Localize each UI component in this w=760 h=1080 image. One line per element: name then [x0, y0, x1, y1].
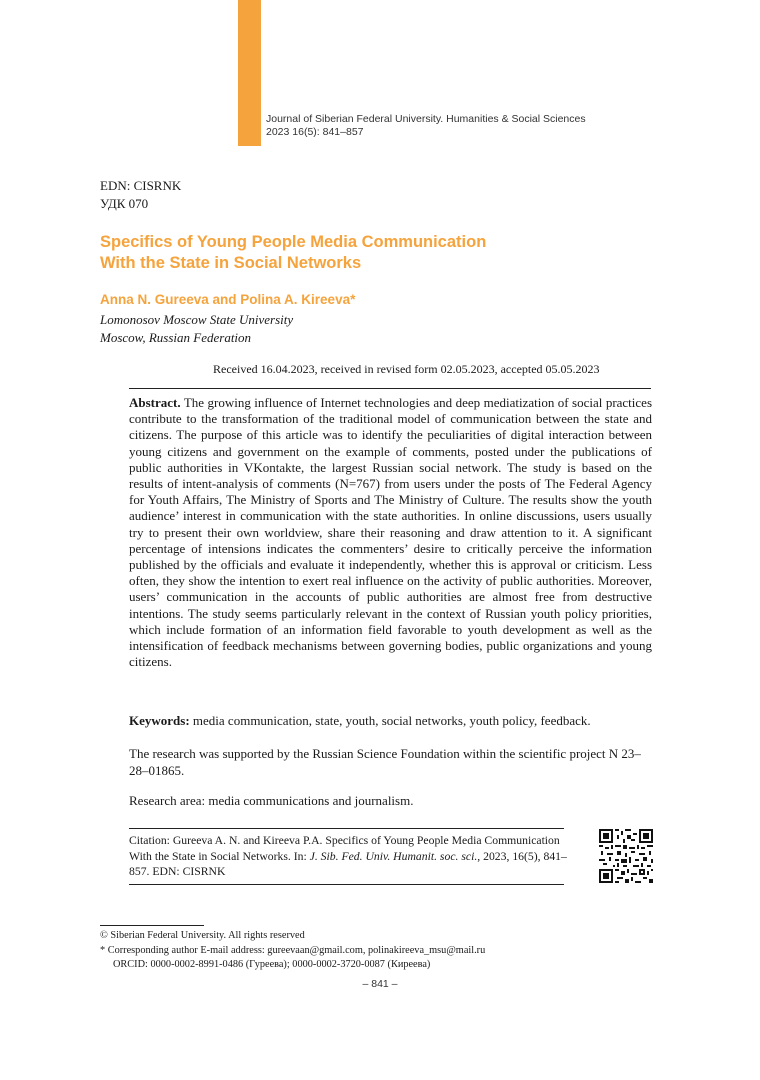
citation-bottom-rule: [129, 884, 564, 885]
page-number: – 841 –: [362, 978, 398, 990]
abstract-text: The growing influence of Internet technologies and deep mediatization of social practices contribute to the transformation of the traditional model of communication between the state and citizens. The purpose of this article was to identify the peculiarities of digital interaction between young citizens and government on the example of comments, posted under the publications of public authorities in VKontakte, the largest Russian social network. The study is based on the results of intent-analysis of comments (N=767) from users under the posts of The Federal Agency for Youth Affairs, The Ministry of Sports and The Ministry of Culture. The results show the youth audience’ interest in communication with the state authorities. In online discussions, users usually try to present their own worldview, share their reasoning and draw attention to it. A significant percentage of intensions indicates the commenters’ desire to critically perceive the information published by the officials and evaluate it independently, whether this is approval or criticism. Less often, they show the intention to exert real influence on the activity of public authorities. Moreover, users’ communication in the accounts of public authorities are almost free from destructive intentions. The study seems particularly relevant in the context of Russian youth policy priorities, which include formation of an information field favorable to youth development as well as the intensification of feedback mechanisms between governing bodies, public organizations and young citizens.: [129, 395, 653, 670]
citation-journal: J. Sib. Fed. Univ. Humanit. soc. sci.: [309, 849, 478, 863]
abstract-top-rule: [129, 388, 651, 389]
received-dates: Received 16.04.2023, received in revised form 02.05.2023, accepted 05.05.2023: [213, 362, 600, 376]
journal-header: [266, 113, 586, 139]
journal-name: Journal of Siberian Federal University. Humanities & Social Sciences: [266, 113, 586, 125]
title-line-1: Specifics of Young People Media Communication: [100, 233, 487, 251]
corresponding-author-note: * Corresponding author E-mail address: gureevaan@gmail.com, polinakireeva_msu@mail.ru: [100, 944, 486, 956]
citation-part-2: , 2023, 16(5), 841–857. EDN: CISRNK: [129, 849, 567, 878]
article-authors: Anna N. Gureeva and Polina A. Kireeva*: [100, 292, 356, 307]
abstract: [129, 395, 652, 670]
footnote-rule: [100, 925, 204, 926]
qr-code-icon: [599, 829, 653, 883]
affiliation-line-1: Lomonosov Moscow State University: [100, 312, 294, 327]
funding-note: The research was supported by the Russian Science Foundation within the scientific project N 23–28–01865.: [129, 746, 641, 778]
orcid-note: ORCID: 0000-0002-8991-0486 (Гуреева); 0000-0002-3720-0087 (Киреева): [113, 959, 431, 970]
keywords: [129, 713, 652, 729]
citation-part-1: Citation: Gureeva A. N. and Kireeva P.A. Specifics of Young People Media Communication With the State in Social Networks. In:: [129, 834, 560, 863]
article-title: [100, 232, 660, 274]
abstract-label: Abstract.: [129, 395, 181, 410]
udc-id: УДК 070: [100, 196, 149, 211]
keywords-text: media communication, state, youth, social networks, youth policy, feedback.: [192, 713, 591, 728]
copyright-note: © Siberian Federal University. All rights reserved: [100, 930, 305, 941]
affiliation-line-2: Moscow, Russian Federation: [100, 330, 252, 345]
footnotes: [100, 929, 485, 973]
keywords-label: Keywords:: [129, 713, 190, 728]
journal-issue: 2023 16(5): 841–857: [266, 126, 364, 138]
journal-accent-bar: [238, 0, 261, 146]
title-line-2: With the State in Social Networks: [100, 254, 362, 272]
citation-top-rule: [129, 828, 564, 829]
identifiers: [100, 177, 181, 213]
edn-id: EDN: CISRNK: [100, 178, 182, 193]
research-area: Research area: media communications and journalism.: [129, 793, 414, 808]
citation: [129, 833, 569, 880]
affiliation: [100, 311, 293, 347]
